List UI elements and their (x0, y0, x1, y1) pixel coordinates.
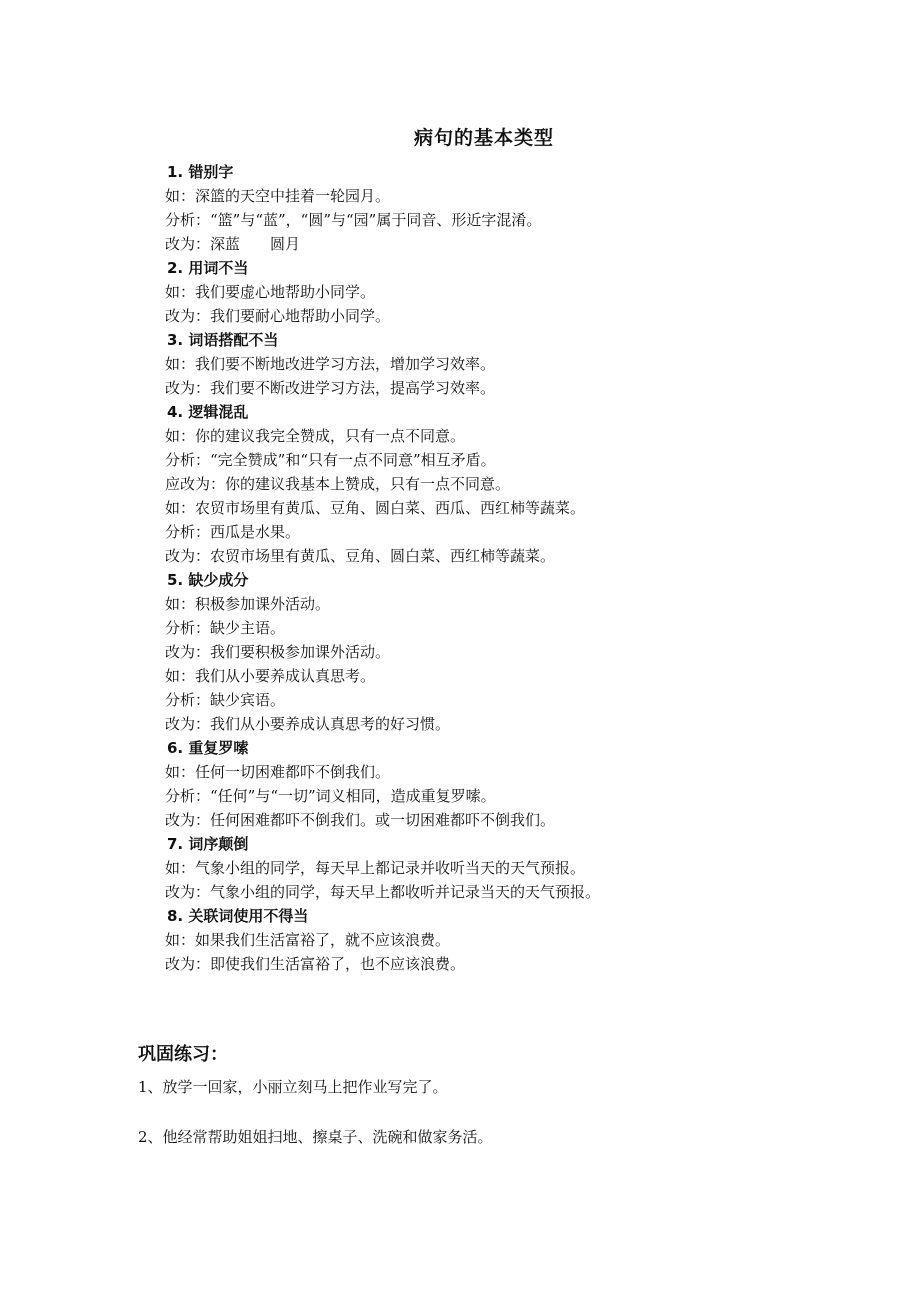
exercise-item: 1、放学一回家，小丽立刻马上把作业写完了。 (138, 1078, 448, 1096)
example-line: 如：你的建议我完全赞成，只有一点不同意。 (165, 427, 466, 445)
section-heading: 5. 缺少成分 (167, 571, 249, 589)
analysis-line: 分析：西瓜是水果。 (165, 523, 301, 541)
correction-line: 改为：我们从小要养成认真思考的好习惯。 (165, 715, 451, 733)
correction-line: 改为：我们要积极参加课外活动。 (165, 643, 391, 661)
example-line: 如：我们要虚心地帮助小同学。 (165, 283, 376, 301)
section-heading: 8. 关联词使用不得当 (167, 907, 309, 925)
section-heading: 2. 用词不当 (167, 259, 249, 277)
section-heading: 7. 词序颠倒 (167, 835, 249, 853)
page-title: 病句的基本类型 (413, 127, 554, 149)
correction-line: 改为：气象小组的同学，每天早上都收听并记录当天的天气预报。 (165, 883, 601, 901)
correction-line: 改为：我们要不断改进学习方法，提高学习效率。 (165, 379, 496, 397)
example-line: 如：我们要不断地改进学习方法，增加学习效率。 (165, 355, 496, 373)
analysis-line: 分析：“篮”与“蓝”，“圆”与“园”属于同音、形近字混淆。 (165, 211, 542, 229)
analysis-line: 分析：缺少宾语。 (165, 691, 286, 709)
correction-line: 改为：深蓝 圆月 (165, 235, 301, 253)
analysis-line: 分析：“任何”与“一切”词义相同，造成重复罗嗦。 (165, 787, 496, 805)
correction-line: 改为：即使我们生活富裕了，也不应该浪费。 (165, 955, 466, 973)
correction-line: 改为：我们要耐心地帮助小同学。 (165, 307, 391, 325)
correction-line: 改为：任何困难都吓不倒我们。或一切困难都吓不倒我们。 (165, 811, 556, 829)
example-line: 如：任何一切困难都吓不倒我们。 (165, 763, 391, 781)
analysis-line: 分析：缺少主语。 (165, 619, 286, 637)
section-heading: 6. 重复罗嗦 (167, 739, 249, 757)
example-line: 如：农贸市场里有黄瓜、豆角、圆白菜、西瓜、西红柿等蔬菜。 (165, 499, 586, 517)
correction-line: 改为：农贸市场里有黄瓜、豆角、圆白菜、西红柿等蔬菜。 (165, 547, 556, 565)
exercise-item: 2、他经常帮助姐姐扫地、擦桌子、洗碗和做家务活。 (138, 1128, 493, 1146)
exercise-title: 巩固练习： (138, 1044, 228, 1065)
example-line: 如：深篮的天空中挂着一轮园月。 (165, 187, 391, 205)
example-line: 如：我们从小要养成认真思考。 (165, 667, 376, 685)
sentence-error-types (165, 160, 885, 976)
analysis-line: 分析：“完全赞成”和“只有一点不同意”相互矛盾。 (165, 451, 496, 469)
example-line: 如：积极参加课外活动。 (165, 595, 331, 613)
example-line: 如：气象小组的同学，每天早上都记录并收听当天的天气预报。 (165, 859, 586, 877)
section-heading: 1. 错别字 (167, 163, 234, 181)
section-heading: 3. 词语搭配不当 (167, 331, 279, 349)
example-line: 如：如果我们生活富裕了，就不应该浪费。 (165, 931, 451, 949)
section-heading: 4. 逻辑混乱 (167, 403, 249, 421)
correction-line: 应改为：你的建议我基本上赞成，只有一点不同意。 (165, 475, 511, 493)
